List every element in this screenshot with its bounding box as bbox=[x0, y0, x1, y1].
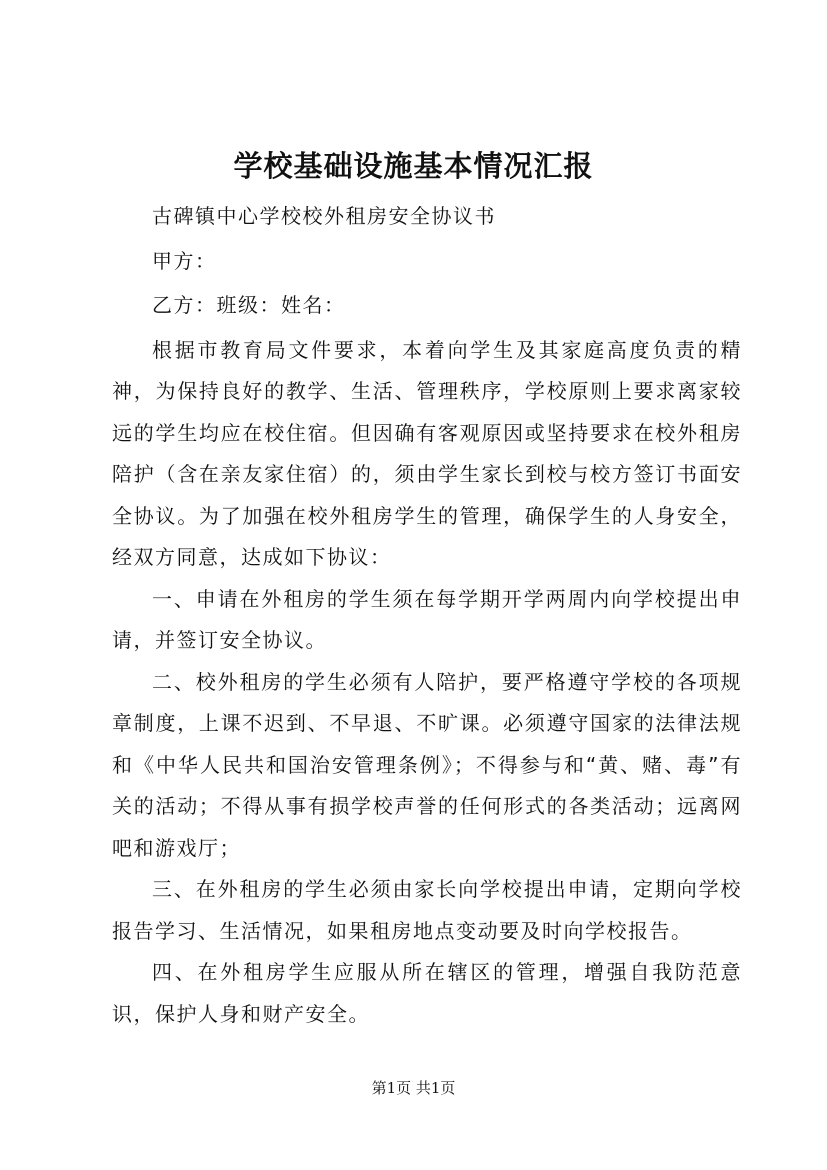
body-paragraph-clause-1: 一、申请在外租房的学生须在每学期开学两周内向学校提出申请，并签订安全协议。 bbox=[112, 586, 742, 652]
party-a-line: 甲方： bbox=[152, 248, 217, 273]
agreement-title: 古碑镇中心学校校外租房安全协议书 bbox=[152, 204, 496, 228]
document-body bbox=[112, 196, 742, 1035]
party-b-line: 乙方：班级：姓名： bbox=[152, 293, 346, 317]
document-title: 学校基础设施基本情况汇报 bbox=[233, 149, 594, 183]
body-paragraph-clause-4: 四、在外租房学生应服从所在辖区的管理，增强自我防范意识，保护人身和财产安全。 bbox=[112, 960, 742, 1026]
body-paragraph-intro: 根据市教育局文件要求，本着向学生及其家庭高度负责的精神，为保持良好的教学、生活、管理秩序，学校原则上要求离家较远的学生均应在校住宿。但因确有客观原因或坚持要求在校外租房陪护（含在亲友家住宿）的，须由学生家长到校与校方签订书面安全协议。为了加强在校外租房学生的管理，确保学生的人身安全，经双方同意，达成如下协议： bbox=[112, 337, 742, 569]
page-number-footer: 第1页 共1页 bbox=[371, 1079, 456, 1097]
body-paragraph-clause-2: 二、校外租房的学生必须有人陪护，要严格遵守学校的各项规章制度，上课不迟到、不早退、不旷课。必须遵守国家的法律法规和《中华人民共和国治安管理条例》；不得参与和“黄、赌、毒”有关的活动；不得从事有损学校声誉的任何形式的各类活动；远离网吧和游戏厅； bbox=[112, 669, 742, 860]
body-paragraph-clause-3: 三、在外租房的学生必须由家长向学校提出申请，定期向学校报告学习、生活情况，如果租房地点变动要及时向学校报告。 bbox=[112, 877, 742, 943]
